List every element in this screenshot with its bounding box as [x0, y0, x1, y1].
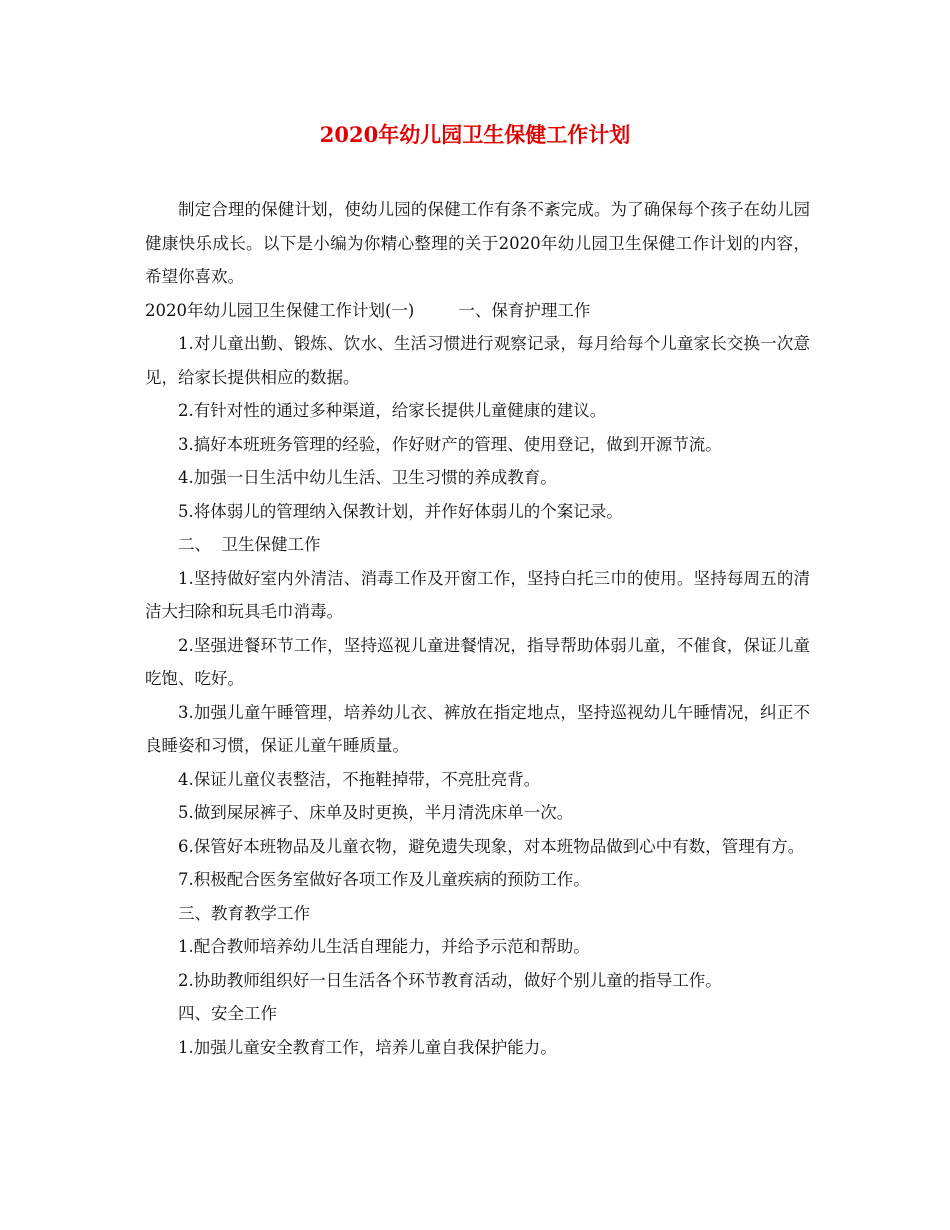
section1-item-3: 3.搞好本班班务管理的经验，作好财产的管理、使用登记，做到开源节流。	[178, 434, 722, 454]
section1-item-2: 2.有针对性的通过多种渠道，给家长提供儿童健康的建议。	[178, 401, 607, 420]
section2-heading: 二、 卫生保健工作	[178, 535, 321, 554]
section3-heading: 三、教育教学工作	[178, 903, 310, 923]
section4-heading: 四、安全工作	[178, 1004, 277, 1023]
section2-item-4: 4.保证儿童仪表整洁，不拖鞋掉带，不亮肚亮背。	[178, 769, 541, 789]
section4-item-1: 1.加强儿童安全教育工作，培养儿童自我保护能力。	[178, 1037, 557, 1057]
section3-item-2: 2.协助教师组织好一日生活各个环节教育活动，做好个别儿童的指导工作。	[178, 970, 722, 990]
document-title: 2020年幼儿园卫生保健工作计划	[319, 122, 631, 147]
document-body	[145, 193, 810, 1064]
section2-item-1: 1.坚持做好室内外清洁、消毒工作及开窗工作，坚持白托三巾的使用。坚持每周五的清洁大扫除和玩具毛巾消毒。	[145, 568, 810, 621]
section2-item-3: 3.加强儿童午睡管理，培养幼儿衣、裤放在指定地点，坚持巡视幼儿午睡情况，纠正不良睡姿和习惯，保证儿童午睡质量。	[145, 702, 810, 755]
section1-heading: 一、保育护理工作	[458, 300, 591, 320]
section2-item-5: 5.做到屎尿裤子、床单及时更换，半月清洗床单一次。	[178, 803, 574, 822]
plan-heading-line	[145, 294, 810, 328]
section3-item-1: 1.配合教师培养幼儿生活自理能力，并给予示范和帮助。	[178, 937, 590, 956]
section2-item-7: 7.积极配合医务室做好各项工作及儿童疾病的预防工作。	[178, 870, 590, 889]
section2-item-2: 2.坚强进餐环节工作，坚持巡视儿童进餐情况，指导帮助体弱儿童，不催食，保证儿童吃饱、吃好。	[145, 635, 810, 688]
section2-item-6: 6.保管好本班物品及儿童衣物，避免遗失现象，对本班物品做到心中有数，管理有方。	[178, 836, 805, 856]
section1-item-4: 4.加强一日生活中幼儿生活、卫生习惯的养成教育。	[178, 468, 557, 487]
plan-heading: 2020年幼儿园卫生保健工作计划(一)	[145, 300, 415, 320]
section1-item-5: 5.将体弱儿的管理纳入保教计划，并作好体弱儿的个案记录。	[178, 501, 623, 521]
intro-paragraph: 制定合理的保健计划，使幼儿园的保健工作有条不紊完成。为了确保每个孩子在幼儿园健康快乐成长。以下是小编为你精心整理的关于2020年幼儿园卫生保健工作计划的内容，希望你喜欢。	[145, 200, 810, 286]
section1-item-1: 1.对儿童出勤、锻炼、饮水、生活习惯进行观察记录，每月给每个儿童家长交换一次意见，给家长提供相应的数据。	[145, 334, 810, 387]
